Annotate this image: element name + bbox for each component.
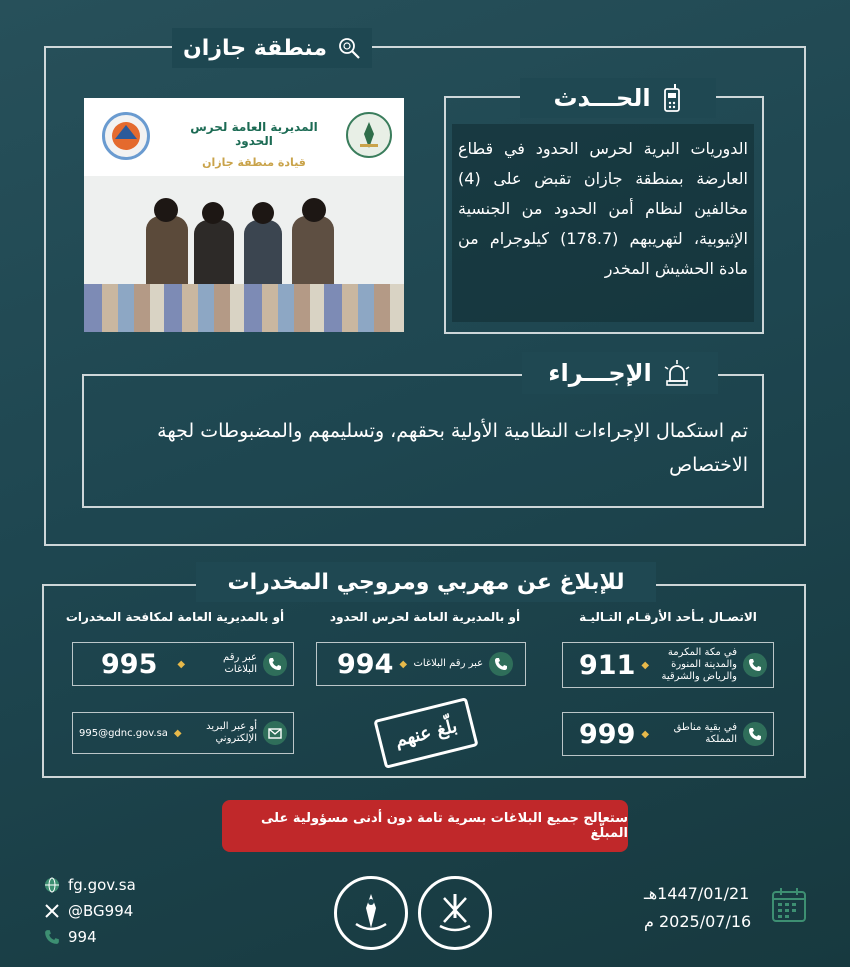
walkie-talkie-icon xyxy=(661,83,683,113)
email-icon xyxy=(263,721,287,745)
col2-title: أو بالمديرية العامة لحرس الحدود xyxy=(329,610,521,624)
number-995: 995 xyxy=(101,648,158,680)
number-994: 994 xyxy=(337,648,394,680)
phone-link[interactable] xyxy=(44,928,97,946)
number-999-label: في بقية مناطق المملكة xyxy=(673,722,737,745)
calendar-icon xyxy=(770,886,808,924)
col1-title: الاتصـال بـأحد الأرقـام التـاليـة xyxy=(579,610,757,624)
saudi-emblem-left xyxy=(334,876,408,950)
number-994-box[interactable] xyxy=(316,642,526,686)
region-title-pill xyxy=(172,28,372,68)
phone-icon xyxy=(263,652,287,676)
email-box[interactable] xyxy=(72,712,294,754)
photo-banner-subtitle: قيادة منطقة جازان xyxy=(202,156,306,169)
chevron-icon: ◆ xyxy=(641,659,650,671)
gregorian-date: 2025/07/16 م xyxy=(644,912,752,931)
seizure-photo xyxy=(84,98,404,332)
phone-icon xyxy=(743,653,767,677)
phone-icon xyxy=(743,722,767,746)
action-heading: الإجـــراء xyxy=(548,359,652,387)
number-999: 999 xyxy=(579,718,636,750)
twitter-handle: @BG994 xyxy=(68,902,134,920)
phone-icon xyxy=(489,652,513,676)
confidential-banner xyxy=(222,800,628,852)
chevron-icon: ◆ xyxy=(399,658,408,670)
action-heading-pill xyxy=(522,352,718,394)
x-logo-icon xyxy=(44,903,60,919)
number-999-box[interactable] xyxy=(562,712,774,756)
event-heading-pill xyxy=(520,78,716,118)
phone-number: 994 xyxy=(68,928,97,946)
globe-icon xyxy=(44,877,60,893)
confidential-text: ستعالج جميع البلاغات بسرية تامة دون أدنى مسؤولية على المبلّغ xyxy=(261,811,628,841)
alarm-siren-icon xyxy=(662,359,692,387)
event-heading: الحـــدث xyxy=(553,84,651,112)
person-2 xyxy=(194,220,234,290)
region-title: منطقة جازان xyxy=(183,35,327,61)
chevron-icon: ◆ xyxy=(641,728,650,740)
photo-left-emblem xyxy=(102,112,150,160)
saudi-emblem-right xyxy=(418,876,492,950)
chevron-icon: ◆ xyxy=(177,658,186,670)
action-text: تم استكمال الإجراءات النظامية الأولية بحقهم، وتسليمهم والمضبوطات لجهة الاختصاص xyxy=(157,420,748,476)
twitter-link[interactable] xyxy=(44,902,133,920)
website-link[interactable] xyxy=(44,876,136,894)
photo-banner-title: المديرية العامة لحرس الحدود xyxy=(190,120,318,148)
photo-banner xyxy=(84,98,404,176)
number-995-box[interactable] xyxy=(72,642,294,686)
hijri-date: 1447/01/21هـ xyxy=(644,884,750,903)
stamp-text: بلّغ عنهم xyxy=(392,715,460,751)
region-icon xyxy=(337,36,361,60)
email-label: أو عبر البريد الإلكتروني xyxy=(206,721,257,744)
email-address: 995@gdnc.gov.sa xyxy=(79,727,168,739)
report-title: للإبلاغ عن مهربي ومروجي المخدرات xyxy=(227,569,625,595)
person-4 xyxy=(292,216,334,290)
number-911: 911 xyxy=(579,649,636,681)
seized-packages xyxy=(84,284,404,332)
event-text: الدوريات البرية لحرس الحدود في قطاع العارضة بمنطقة جازان تقبض على (4) مخالفين لنظام أمن الحدود من الجنسية الإثيوبية، لتهريبهم (178.7) كيلوجرام من مادة الحشيش المخدر xyxy=(458,139,748,278)
person-3 xyxy=(244,220,282,290)
person-1 xyxy=(146,216,188,290)
number-994-label: عبر رقم البلاغات xyxy=(413,658,484,669)
col3-title: أو بالمديرية العامة لمكافحة المخدرات xyxy=(65,610,285,624)
number-911-label: في مكة المكرمة والمدينة المنورة والرياض والشرقية xyxy=(661,647,737,682)
number-911-box[interactable] xyxy=(562,642,774,688)
report-title-pill xyxy=(196,562,656,602)
chevron-icon: ◆ xyxy=(173,727,182,739)
number-995-label: عبر رقم البلاغات xyxy=(223,652,257,675)
photo-right-emblem xyxy=(346,112,392,158)
phone-icon xyxy=(44,929,60,945)
website-text: fg.gov.sa xyxy=(68,876,136,894)
